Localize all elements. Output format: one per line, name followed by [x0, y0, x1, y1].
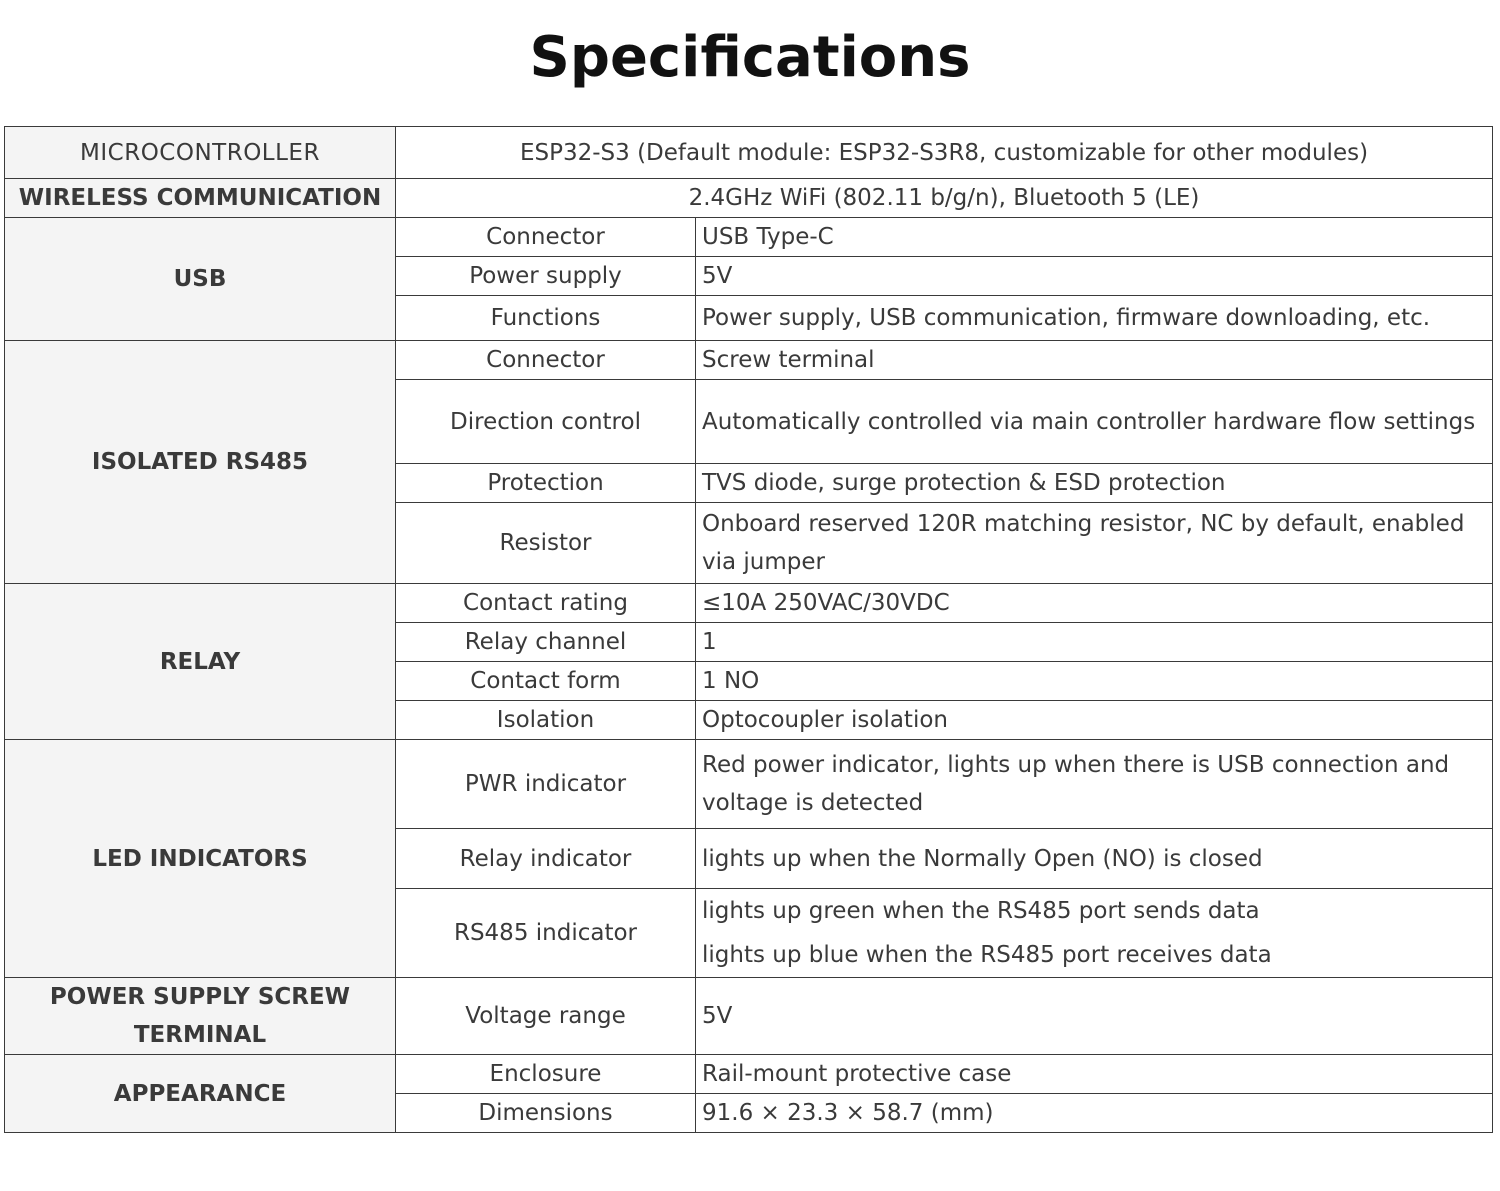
spec-value: lights up when the Normally Open (NO) is closed — [696, 829, 1493, 889]
spec-value: Power supply, USB communication, firmware downloading, etc. — [696, 296, 1493, 341]
table-row — [5, 1055, 1493, 1094]
spec-value: 1 — [696, 623, 1493, 662]
table-row — [5, 978, 1493, 1055]
spec-name: Enclosure — [396, 1055, 696, 1094]
spec-name: Connector — [396, 341, 696, 380]
spec-value — [696, 740, 1493, 829]
spec-name: Power supply — [396, 257, 696, 296]
spec-value: 5V — [696, 978, 1493, 1055]
spec-name: Isolation — [396, 701, 696, 740]
spec-value: Screw terminal — [696, 341, 1493, 380]
spec-name: Contact form — [396, 662, 696, 701]
spec-table — [4, 126, 1493, 1133]
spec-value — [696, 503, 1493, 584]
spec-name: Direction control — [396, 380, 696, 464]
spec-value: TVS diode, surge protection & ESD protection — [696, 464, 1493, 503]
spec-value: Automatically controlled via main controller hardware flow settings — [696, 380, 1493, 464]
spec-value: Rail-mount protective case — [696, 1055, 1493, 1094]
spec-name: Contact rating — [396, 584, 696, 623]
spec-value — [696, 889, 1493, 978]
spec-value-line: voltage is detected — [702, 790, 924, 816]
spec-name: PWR indicator — [396, 740, 696, 829]
spec-value-line: Red power indicator, lights up when there is USB connection and — [702, 752, 1450, 778]
table-row — [5, 179, 1493, 218]
spec-name: Protection — [396, 464, 696, 503]
spec-name: Dimensions — [396, 1094, 696, 1133]
table-row — [5, 740, 1493, 829]
spec-name: Relay channel — [396, 623, 696, 662]
spec-value-line: lights up green when the RS485 port sends data — [702, 898, 1260, 924]
spec-value: 1 NO — [696, 662, 1493, 701]
row-label-wireless: WIRELESS COMMUNICATION — [5, 179, 396, 218]
row-label-microcontroller: MICROCONTROLLER — [5, 127, 396, 179]
spec-value-line: Onboard reserved 120R matching resistor, NC by default, enabled — [702, 511, 1465, 537]
table-row — [5, 584, 1493, 623]
group-label-line: TERMINAL — [133, 1022, 267, 1048]
row-value-wireless: 2.4GHz WiFi (802.11 b/g/n), Bluetooth 5 (LE) — [396, 179, 1493, 218]
group-label-power-terminal — [5, 978, 396, 1055]
spec-value-line: lights up blue when the RS485 port receives data — [702, 942, 1272, 968]
spec-value: USB Type-C — [696, 218, 1493, 257]
group-label-relay: RELAY — [5, 584, 396, 740]
spec-value: 5V — [696, 257, 1493, 296]
spec-value-line: via jumper — [702, 549, 825, 575]
group-label-line: POWER SUPPLY SCREW — [49, 984, 351, 1010]
spec-name: RS485 indicator — [396, 889, 696, 978]
spec-value: Optocoupler isolation — [696, 701, 1493, 740]
spec-value: 91.6 × 23.3 × 58.7 (mm) — [696, 1094, 1493, 1133]
spec-name: Resistor — [396, 503, 696, 584]
table-row — [5, 341, 1493, 380]
table-row — [5, 127, 1493, 179]
spec-name: Functions — [396, 296, 696, 341]
table-row — [5, 218, 1493, 257]
group-label-appearance: APPEARANCE — [5, 1055, 396, 1133]
row-value-microcontroller: ESP32-S3 (Default module: ESP32-S3R8, customizable for other modules) — [396, 127, 1493, 179]
group-label-led: LED INDICATORS — [5, 740, 396, 978]
spec-name: Relay indicator — [396, 829, 696, 889]
spec-value: ≤10A 250VAC/30VDC — [696, 584, 1493, 623]
spec-name: Connector — [396, 218, 696, 257]
group-label-rs485: ISOLATED RS485 — [5, 341, 396, 584]
group-label-usb: USB — [5, 218, 396, 341]
page-title: Specifications — [529, 25, 971, 90]
spec-name: Voltage range — [396, 978, 696, 1055]
